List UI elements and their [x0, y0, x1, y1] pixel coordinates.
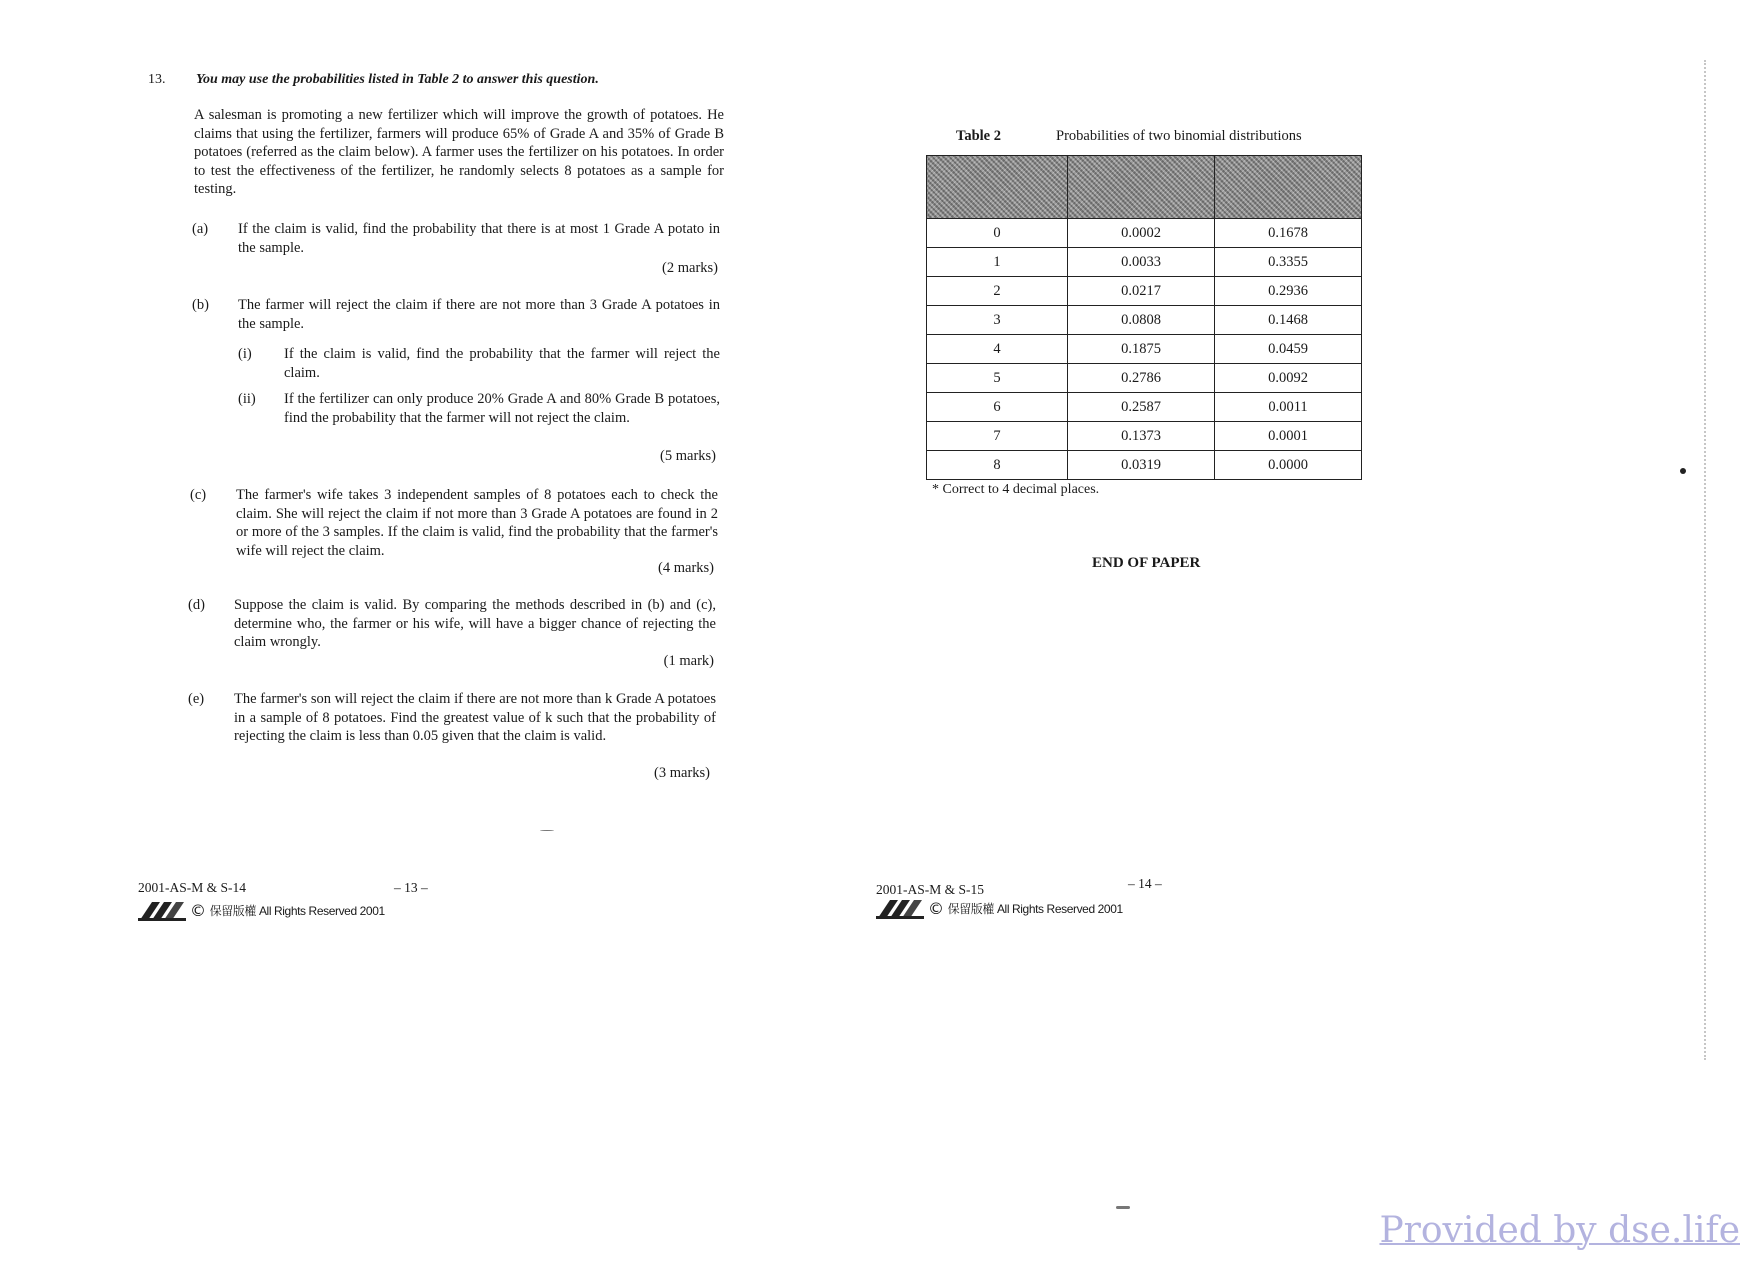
question-intro: You may use the probabilities listed in Table 2 to answer this question.: [196, 72, 599, 87]
part-b-i-label: (i): [238, 346, 252, 362]
part-d-label: (d): [188, 597, 205, 613]
part-b-marks: (5 marks): [660, 448, 716, 464]
copyright-text: 保留版權 All Rights Reserved 2001: [947, 901, 1123, 916]
footer-paper-code: 2001-AS-M & S-15: [876, 882, 985, 897]
part-e-label: (e): [188, 691, 205, 707]
row-index-cell: 1: [927, 248, 1068, 277]
table-header-row: [927, 156, 1362, 219]
probability-cell: 0.1678: [1215, 219, 1362, 248]
footer-paper-code: 2001-AS-M & S-14: [138, 880, 247, 895]
left-page: [0, 0, 860, 1267]
probability-cell: 0.0033: [1068, 248, 1215, 277]
probability-cell: 0.0000: [1215, 451, 1362, 480]
part-e-text: The farmer's son will reject the claim if there are not more than k Grade A potatoes in a sample of 8 potatoes. Find the greatest value of k such that the probability of rejecting the claim is less than 0.05 given that the claim is valid.: [234, 691, 716, 744]
part-c-text: The farmer's wife takes 3 independent samples of 8 potatoes each to check the claim. She will reject the claim if not more than 3 Grade A potatoes are found in 2 or more of the 3 samples. If the claim is valid, find the probability that the farmer's wife will reject the claim.: [236, 487, 718, 559]
question-stem: A salesman is promoting a new fertilizer which will improve the growth of potatoes. He claims that using the fertilizer, farmers will produce 65% of Grade A and 35% of Grade B potatoes (referred as the claim below). A farmer uses the fertilizer on his potatoes. In order to test the effectiveness of the fertilizer, he randomly selects 8 potatoes as a sample for testing.: [194, 107, 724, 197]
footer-copyright: [138, 898, 385, 922]
part-c-marks: (4 marks): [658, 560, 714, 576]
table-row: [927, 306, 1362, 335]
part-b-ii-label: (ii): [238, 391, 256, 407]
right-page: [860, 0, 1756, 1267]
footer-copyright: [876, 896, 1123, 920]
probability-cell: 0.2786: [1068, 364, 1215, 393]
part-b-i-text: If the claim is valid, find the probability that the farmer will reject the claim.: [284, 346, 720, 381]
table-label: Table 2: [956, 128, 1001, 144]
table-row: [927, 393, 1362, 422]
header-cell: [1068, 156, 1215, 219]
row-index-cell: 5: [927, 364, 1068, 393]
part-d-text: Suppose the claim is valid. By comparing the methods described in (b) and (c), determine who, the farmer or his wife, will have a bigger chance of rejecting the claim wrongly.: [234, 597, 716, 650]
row-index-cell: 4: [927, 335, 1068, 364]
probability-cell: 0.0011: [1215, 393, 1362, 422]
row-index-cell: 0: [927, 219, 1068, 248]
question-number: 13.: [148, 72, 166, 87]
part-b-text: The farmer will reject the claim if there are not more than 3 Grade A potatoes in the sample.: [238, 297, 720, 332]
row-index-cell: 8: [927, 451, 1068, 480]
copyright-icon: ©: [928, 898, 944, 918]
row-index-cell: 7: [927, 422, 1068, 451]
part-e-marks: (3 marks): [654, 765, 710, 781]
probability-cell: 0.3355: [1215, 248, 1362, 277]
table-row: [927, 248, 1362, 277]
footer-page-number: – 14 –: [1128, 876, 1162, 891]
probability-cell: 0.1875: [1068, 335, 1215, 364]
probability-cell: 0.1468: [1215, 306, 1362, 335]
row-index-cell: 6: [927, 393, 1068, 422]
part-b-ii-text: If the fertilizer can only produce 20% Grade A and 80% Grade B potatoes, find the probability that the farmer will not reject the claim.: [284, 391, 720, 426]
probability-cell: 0.1373: [1068, 422, 1215, 451]
probability-table: [926, 155, 1362, 480]
probability-cell: 0.0459: [1215, 335, 1362, 364]
probability-cell: 0.0319: [1068, 451, 1215, 480]
part-c-label: (c): [190, 487, 207, 503]
probability-cell: 0.0001: [1215, 422, 1362, 451]
probability-cell: 0.0217: [1068, 277, 1215, 306]
part-b-label: (b): [192, 297, 209, 313]
part-a-text: If the claim is valid, find the probability that there is at most 1 Grade A potato in the sample.: [238, 221, 720, 256]
footer-page-number: – 13 –: [394, 880, 428, 895]
probability-cell: 0.2936: [1215, 277, 1362, 306]
table-row: [927, 219, 1362, 248]
part-d-marks: (1 mark): [663, 653, 714, 669]
header-cell: [1215, 156, 1362, 219]
end-of-paper: END OF PAPER: [1092, 555, 1201, 571]
part-a-label: (a): [192, 221, 209, 237]
probability-cell: 0.0092: [1215, 364, 1362, 393]
scan-speck: [1116, 1206, 1130, 1209]
hkeaa-logo-icon: [138, 898, 186, 922]
table-row: [927, 277, 1362, 306]
probability-cell: 0.0002: [1068, 219, 1215, 248]
scan-speck: [1680, 468, 1686, 474]
copyright-icon: ©: [190, 900, 206, 920]
scan-artifact: [1704, 60, 1707, 1060]
scan-speck: [540, 830, 554, 831]
table-row: [927, 451, 1362, 480]
probability-cell: 0.0808: [1068, 306, 1215, 335]
table-title: Probabilities of two binomial distributions: [1056, 128, 1302, 144]
table-row: [927, 335, 1362, 364]
hkeaa-logo-icon: [876, 896, 924, 920]
part-a-marks: (2 marks): [662, 260, 718, 276]
row-index-cell: 3: [927, 306, 1068, 335]
header-cell: [927, 156, 1068, 219]
row-index-cell: 2: [927, 277, 1068, 306]
table-footnote: * Correct to 4 decimal places.: [932, 482, 1100, 497]
table-row: [927, 422, 1362, 451]
probability-cell: 0.2587: [1068, 393, 1215, 422]
watermark-link[interactable]: Provided by dse.life: [1379, 1210, 1740, 1251]
copyright-text: 保留版權 All Rights Reserved 2001: [209, 903, 385, 918]
table-row: [927, 364, 1362, 393]
